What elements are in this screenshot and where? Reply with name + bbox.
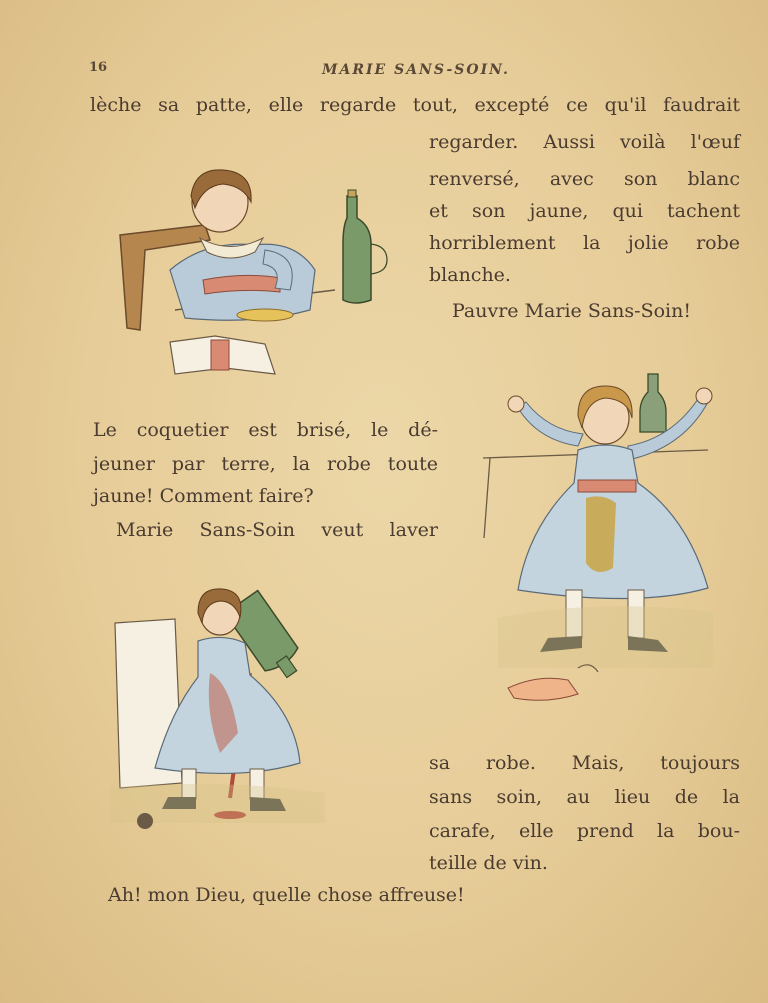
text-line: regarder. Aussi voilà l'œuf <box>429 131 740 153</box>
text-line: horriblement la jolie robe <box>429 232 740 254</box>
text-line: Le coquetier est brisé, le dé- <box>93 419 438 441</box>
running-title: MARIE SANS-SOIN. <box>322 62 510 78</box>
text-line: carafe, elle prend la bou- <box>429 820 740 842</box>
text-line: jaune! Comment faire? <box>93 485 314 507</box>
text-line: Marie Sans-Soin veut laver <box>116 519 438 541</box>
text-line: sans soin, au lieu de la <box>429 786 740 808</box>
text-line: renversé, avec son blanc <box>429 168 740 190</box>
illustration-girl-with-wine-bottle <box>100 583 330 833</box>
text-line: blanche. <box>429 264 511 286</box>
text-line: lèche sa patte, elle regarde tout, excepté ce qu'il faudrait <box>90 94 740 116</box>
text-line: et son jaune, qui tachent <box>429 200 740 222</box>
text-line: sa robe. Mais, toujours <box>429 752 740 774</box>
illustration-girl-arms-raised <box>478 368 728 713</box>
text-line: Pauvre Marie Sans-Soin! <box>452 300 691 322</box>
text-line: jeuner par terre, la robe toute <box>93 453 438 475</box>
text-line: Ah! mon Dieu, quelle chose affreuse! <box>108 884 465 906</box>
text-line: teille de vin. <box>429 852 548 874</box>
page-number: 16 <box>89 60 108 75</box>
illustration-girl-at-table <box>115 160 395 382</box>
